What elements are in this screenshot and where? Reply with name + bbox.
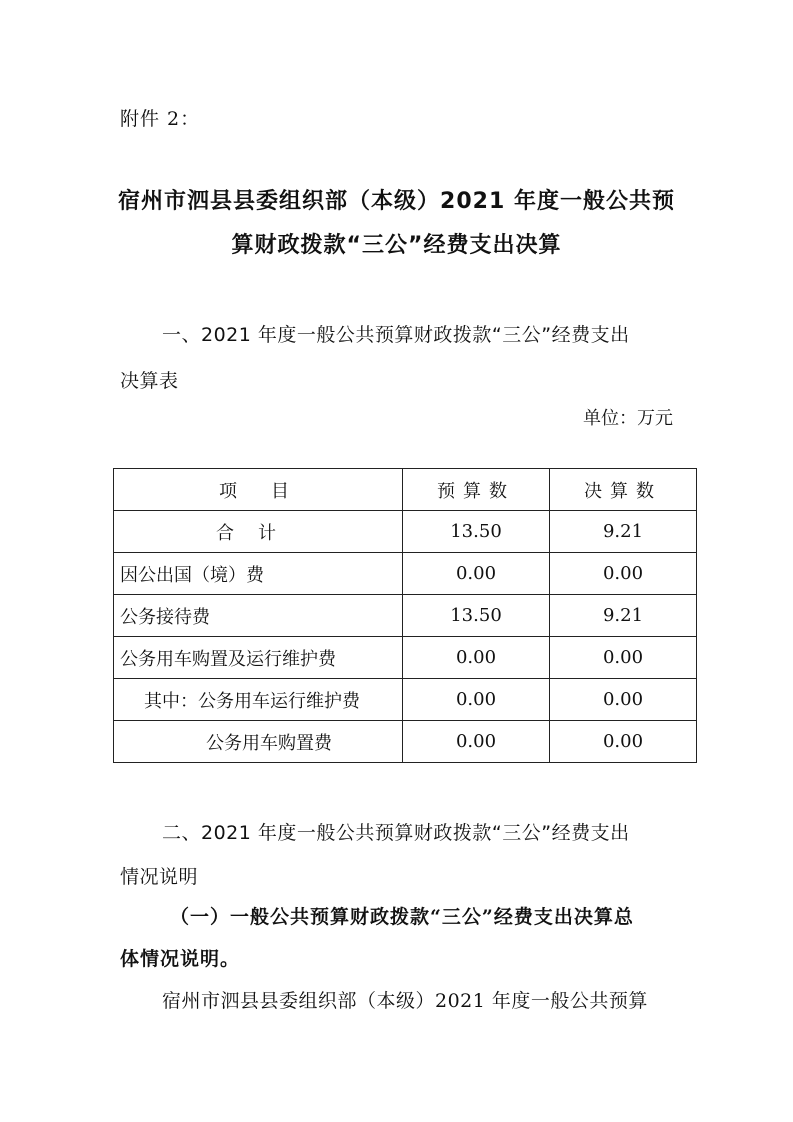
three-public-expense-table (113, 468, 697, 763)
row-actual: 0.00 (550, 637, 697, 679)
subsection-heading-line1: （一）一般公共预算财政拨款“三公”经费支出决算总 (170, 906, 634, 928)
table-row (114, 721, 697, 763)
row-item: 因公出国（境）费 (114, 553, 403, 595)
header-actual: 决算数 (550, 469, 697, 511)
row-item: 公务用车购置及运行维护费 (114, 637, 403, 679)
unit-label: 单位：万元 (583, 408, 673, 429)
row-item: 合计 (114, 511, 403, 553)
row-actual: 9.21 (550, 595, 697, 637)
table-row-total (114, 511, 697, 553)
row-budget: 0.00 (403, 721, 550, 763)
table-row (114, 595, 697, 637)
table-row (114, 553, 697, 595)
row-actual: 9.21 (550, 511, 697, 553)
row-item: 其中：公务用车运行维护费 (114, 679, 403, 721)
header-budget: 预算数 (403, 469, 550, 511)
document-title-line1: 宿州市泗县县委组织部（本级）2021 年度一般公共预 (118, 189, 675, 214)
row-budget: 0.00 (403, 553, 550, 595)
row-actual: 0.00 (550, 553, 697, 595)
row-actual: 0.00 (550, 721, 697, 763)
table-row (114, 637, 697, 679)
row-budget: 0.00 (403, 637, 550, 679)
row-actual: 0.00 (550, 679, 697, 721)
table-row (114, 679, 697, 721)
section2-heading-line2: 情况说明 (120, 866, 199, 888)
subsection-heading-line2: 体情况说明。 (120, 948, 241, 970)
table-header-row (114, 469, 697, 511)
row-budget: 13.50 (403, 511, 550, 553)
row-budget: 0.00 (403, 679, 550, 721)
row-item: 公务接待费 (114, 595, 403, 637)
attachment-label: 附件 2： (120, 108, 201, 130)
header-item: 项 目 (114, 469, 403, 511)
section1-heading-line2: 决算表 (120, 370, 179, 392)
section1-heading-line1: 一、2021 年度一般公共预算财政拨款“三公”经费支出 (162, 324, 630, 346)
document-title-line2: 算财政拨款“三公”经费支出决算 (231, 233, 562, 258)
body-paragraph: 宿州市泗县县委组织部（本级）2021 年度一般公共预算 (162, 990, 648, 1012)
section2-heading-line1: 二、2021 年度一般公共预算财政拨款“三公”经费支出 (162, 822, 630, 844)
row-item: 公务用车购置费 (114, 721, 403, 763)
row-budget: 13.50 (403, 595, 550, 637)
